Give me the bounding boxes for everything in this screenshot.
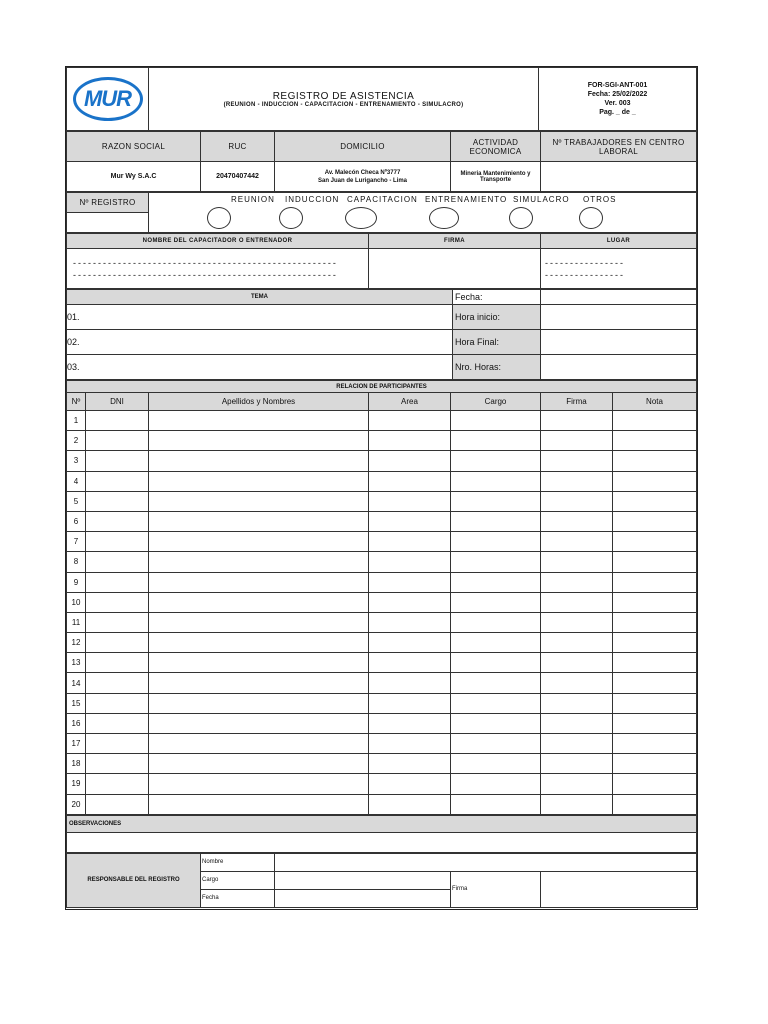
razon-header: RAZON SOCIAL	[67, 132, 201, 162]
participant-dni[interactable]	[86, 411, 149, 431]
participant-area[interactable]	[369, 653, 451, 673]
participant-nota[interactable]	[613, 693, 697, 713]
participant-area[interactable]	[369, 673, 451, 693]
participant-dni[interactable]	[86, 673, 149, 693]
participant-nombres[interactable]	[149, 552, 369, 572]
participant-row	[67, 754, 697, 774]
participant-cargo[interactable]	[451, 431, 541, 451]
col-numero: Nº	[67, 393, 86, 411]
option-entrenamiento-radio[interactable]	[429, 207, 459, 229]
hora-final-value[interactable]	[541, 330, 697, 355]
participant-firma[interactable]	[541, 552, 613, 572]
participant-firma[interactable]	[541, 713, 613, 733]
participant-number: 9	[67, 572, 86, 592]
participant-number: 20	[67, 794, 86, 814]
participant-nombres[interactable]	[149, 653, 369, 673]
participant-row	[67, 552, 697, 572]
participant-firma[interactable]	[541, 411, 613, 431]
registro-table	[66, 192, 697, 233]
option-induccion-radio[interactable]	[279, 207, 303, 229]
doc-version: Ver. 003	[604, 100, 631, 107]
form-title: REGISTRO DE ASISTENCIA	[272, 90, 415, 102]
participant-area[interactable]	[369, 794, 451, 814]
participant-dni[interactable]	[86, 532, 149, 552]
responsable-table	[66, 853, 697, 908]
participant-row	[67, 612, 697, 632]
participant-nota[interactable]	[613, 451, 697, 471]
trainer-name-header: NOMBRE DEL CAPACITADOR O ENTRENADOR	[67, 234, 369, 249]
participant-row	[67, 713, 697, 733]
participant-nota[interactable]	[613, 794, 697, 814]
option-simulacro-radio[interactable]	[509, 207, 533, 229]
participant-area[interactable]	[369, 572, 451, 592]
participant-dni[interactable]	[86, 511, 149, 531]
participant-area[interactable]	[369, 511, 451, 531]
participant-row	[67, 491, 697, 511]
participant-firma[interactable]	[541, 673, 613, 693]
col-dni: DNI	[86, 393, 149, 411]
col-nota: Nota	[613, 393, 697, 411]
participant-cargo[interactable]	[451, 673, 541, 693]
tema-header: TEMA	[67, 290, 453, 305]
doc-control-cell	[539, 68, 697, 131]
participant-nota[interactable]	[613, 511, 697, 531]
form-subtitle: (REUNION - INDUCCION - CAPACITACION - ENTRENAMIENTO - SIMULACRO)	[223, 101, 464, 108]
participant-cargo[interactable]	[451, 491, 541, 511]
participant-nota[interactable]	[613, 431, 697, 451]
participant-number: 16	[67, 713, 86, 733]
participant-dni[interactable]	[86, 612, 149, 632]
participant-firma[interactable]	[541, 794, 613, 814]
trainer-name-field[interactable]	[67, 249, 369, 289]
participant-row	[67, 592, 697, 612]
participant-number: 19	[67, 774, 86, 794]
domicilio-header: DOMICILIO	[275, 132, 451, 162]
razon-value[interactable]: Mur Wy S.A.C	[67, 162, 201, 192]
trabajadores-value[interactable]	[541, 162, 697, 192]
participant-number: 17	[67, 734, 86, 754]
participant-row	[67, 794, 697, 814]
participant-nota[interactable]	[613, 734, 697, 754]
participant-dni[interactable]	[86, 754, 149, 774]
option-induccion-label: INDUCCION	[285, 195, 340, 204]
participant-cargo[interactable]	[451, 572, 541, 592]
nro-horas-label: Nro. Horas:	[453, 355, 541, 380]
option-capacitacion-radio[interactable]	[345, 207, 377, 229]
participant-nota[interactable]	[613, 471, 697, 491]
participant-nombres[interactable]	[149, 794, 369, 814]
participant-number: 2	[67, 431, 86, 451]
participant-area[interactable]	[369, 451, 451, 471]
participant-dni[interactable]	[86, 491, 149, 511]
trainer-place-header: LUGAR	[541, 234, 697, 249]
participant-cargo[interactable]	[451, 653, 541, 673]
participant-row	[67, 673, 697, 693]
participant-firma[interactable]	[541, 633, 613, 653]
responsable-nombre-label: Nombre	[201, 853, 275, 871]
participant-row	[67, 693, 697, 713]
participant-area[interactable]	[369, 754, 451, 774]
participant-nombres[interactable]	[149, 693, 369, 713]
trainer-signature-field[interactable]	[369, 249, 541, 289]
participant-dni[interactable]	[86, 734, 149, 754]
participant-nombres[interactable]	[149, 612, 369, 632]
participant-row	[67, 511, 697, 531]
responsable-cargo-field[interactable]	[275, 871, 451, 889]
participant-nombres[interactable]	[149, 491, 369, 511]
participant-firma[interactable]	[541, 511, 613, 531]
responsable-label: RESPONSABLE DEL REGISTRO	[67, 853, 201, 907]
participant-row	[67, 572, 697, 592]
participant-nombres[interactable]	[149, 633, 369, 653]
participant-firma[interactable]	[541, 431, 613, 451]
participant-firma[interactable]	[541, 754, 613, 774]
participant-row	[67, 633, 697, 653]
trainer-place-line-2: ----------------	[545, 269, 625, 280]
participant-nombres[interactable]	[149, 754, 369, 774]
participant-row	[67, 451, 697, 471]
trainer-place-field[interactable]	[541, 249, 697, 289]
participant-cargo[interactable]	[451, 592, 541, 612]
participant-row	[67, 411, 697, 431]
participant-cargo[interactable]	[451, 754, 541, 774]
participant-nota[interactable]	[613, 612, 697, 632]
registro-value[interactable]	[67, 213, 149, 233]
participant-number: 4	[67, 471, 86, 491]
participants-header-row	[67, 393, 697, 411]
logo-cell	[67, 68, 149, 131]
doc-date: Fecha: 25/02/2022	[587, 91, 648, 98]
ruc-header: RUC	[201, 132, 275, 162]
participant-row	[67, 774, 697, 794]
participant-dni[interactable]	[86, 774, 149, 794]
nro-horas-value[interactable]	[541, 355, 697, 380]
participant-nota[interactable]	[613, 592, 697, 612]
option-capacitacion-label: CAPACITACION	[347, 195, 418, 204]
doc-code: FOR-SGI-ANT-001	[587, 82, 648, 89]
participant-nombres[interactable]	[149, 734, 369, 754]
participant-cargo[interactable]	[451, 713, 541, 733]
participant-row	[67, 471, 697, 491]
participant-nombres[interactable]	[149, 532, 369, 552]
trabajadores-header: Nº TRABAJADORES EN CENTRO LABORAL	[541, 132, 697, 162]
participant-area[interactable]	[369, 592, 451, 612]
responsable-cargo-label: Cargo	[201, 871, 275, 889]
participant-nota[interactable]	[613, 572, 697, 592]
observaciones-table	[66, 815, 697, 853]
hora-inicio-label: Hora inicio:	[453, 305, 541, 330]
participant-dni[interactable]	[86, 431, 149, 451]
responsable-fecha-label: Fecha	[201, 889, 275, 907]
registro-options	[149, 193, 697, 233]
participant-area[interactable]	[369, 774, 451, 794]
participant-dni[interactable]	[86, 633, 149, 653]
participant-firma[interactable]	[541, 471, 613, 491]
participant-dni[interactable]	[86, 794, 149, 814]
participant-area[interactable]	[369, 734, 451, 754]
col-area: Area	[369, 393, 451, 411]
fecha-value[interactable]	[541, 290, 697, 305]
actividad-header: ACTIVIDAD ECONOMICA	[451, 132, 541, 162]
participant-area[interactable]	[369, 411, 451, 431]
participant-nota[interactable]	[613, 774, 697, 794]
option-simulacro-label: SIMULACRO	[513, 195, 570, 204]
participant-area[interactable]	[369, 532, 451, 552]
company-logo: MUR	[73, 77, 143, 121]
option-otros-label: OTROS	[583, 195, 617, 204]
tema-line-1[interactable]: 01.	[67, 305, 453, 330]
participant-firma[interactable]	[541, 592, 613, 612]
col-nombres: Apellidos y Nombres	[149, 393, 369, 411]
registro-label: Nº REGISTRO	[67, 193, 149, 213]
participant-nota[interactable]	[613, 653, 697, 673]
participant-cargo[interactable]	[451, 734, 541, 754]
participant-nota[interactable]	[613, 491, 697, 511]
participant-firma[interactable]	[541, 612, 613, 632]
participant-nota[interactable]	[613, 411, 697, 431]
participant-area[interactable]	[369, 612, 451, 632]
participant-firma[interactable]	[541, 451, 613, 471]
participant-number: 13	[67, 653, 86, 673]
participant-number: 3	[67, 451, 86, 471]
participant-cargo[interactable]	[451, 612, 541, 632]
participant-number: 6	[67, 511, 86, 531]
responsable-firma-field[interactable]	[541, 871, 697, 907]
participant-area[interactable]	[369, 633, 451, 653]
ruc-value[interactable]: 20470407442	[201, 162, 275, 192]
participant-number: 11	[67, 612, 86, 632]
actividad-value[interactable]: Mineria Mantenimiento y Transporte	[451, 162, 541, 192]
participant-dni[interactable]	[86, 592, 149, 612]
participant-dni[interactable]	[86, 713, 149, 733]
trainer-name-line-1: -----------------------------------------------------	[73, 257, 338, 268]
participant-nombres[interactable]	[149, 673, 369, 693]
participant-area[interactable]	[369, 431, 451, 451]
participant-number: 18	[67, 754, 86, 774]
participant-number: 5	[67, 491, 86, 511]
participant-area[interactable]	[369, 713, 451, 733]
participant-nota[interactable]	[613, 633, 697, 653]
participant-number: 15	[67, 693, 86, 713]
participants-table	[66, 380, 697, 815]
participant-cargo[interactable]	[451, 532, 541, 552]
attendance-form	[65, 66, 698, 910]
participant-cargo[interactable]	[451, 552, 541, 572]
participant-firma[interactable]	[541, 491, 613, 511]
col-cargo: Cargo	[451, 393, 541, 411]
option-reunion-radio[interactable]	[207, 207, 231, 229]
domicilio-value[interactable]	[275, 162, 451, 192]
participant-nota[interactable]	[613, 552, 697, 572]
option-otros-radio[interactable]	[579, 207, 603, 229]
participant-firma[interactable]	[541, 693, 613, 713]
participant-area[interactable]	[369, 693, 451, 713]
participant-cargo[interactable]	[451, 451, 541, 471]
participant-nombres[interactable]	[149, 431, 369, 451]
participant-cargo[interactable]	[451, 633, 541, 653]
participants-title: RELACION DE PARTICIPANTES	[67, 381, 697, 393]
participant-firma[interactable]	[541, 653, 613, 673]
participant-nota[interactable]	[613, 754, 697, 774]
participant-rows	[67, 411, 697, 815]
participant-nombres[interactable]	[149, 774, 369, 794]
participant-firma[interactable]	[541, 572, 613, 592]
participant-firma[interactable]	[541, 774, 613, 794]
option-entrenamiento-label: ENTRENAMIENTO	[425, 195, 508, 204]
participant-nota[interactable]	[613, 673, 697, 693]
col-firma: Firma	[541, 393, 613, 411]
domicilio-line-2: San Juan de Lurigancho - Lima	[317, 177, 407, 184]
option-reunion-label: REUNION	[231, 195, 275, 204]
participant-number: 10	[67, 592, 86, 612]
participant-row	[67, 734, 697, 754]
tema-line-3[interactable]: 03.	[67, 355, 453, 380]
observaciones-field[interactable]	[67, 832, 697, 852]
participant-row	[67, 431, 697, 451]
participant-dni[interactable]	[86, 552, 149, 572]
participant-cargo[interactable]	[451, 511, 541, 531]
responsable-firma-label: Firma	[451, 871, 541, 907]
participant-nombres[interactable]	[149, 451, 369, 471]
participant-number: 12	[67, 633, 86, 653]
participant-row	[67, 532, 697, 552]
trainer-name-line-2: -----------------------------------------------------	[73, 269, 338, 280]
fecha-label: Fecha:	[453, 290, 541, 305]
participant-dni[interactable]	[86, 653, 149, 673]
participant-dni[interactable]	[86, 572, 149, 592]
participant-number: 14	[67, 673, 86, 693]
hora-inicio-value[interactable]	[541, 305, 697, 330]
participant-nombres[interactable]	[149, 592, 369, 612]
responsable-nombre-field[interactable]	[275, 853, 697, 871]
form-header	[66, 67, 697, 131]
domicilio-line-1: Av. Malecón Checa Nº3777	[324, 169, 401, 176]
company-table	[66, 131, 697, 192]
participant-dni[interactable]	[86, 451, 149, 471]
responsable-fecha-field[interactable]	[275, 889, 451, 907]
participant-nombres[interactable]	[149, 572, 369, 592]
participant-number: 7	[67, 532, 86, 552]
participant-area[interactable]	[369, 491, 451, 511]
participant-cargo[interactable]	[451, 693, 541, 713]
participant-nota[interactable]	[613, 532, 697, 552]
participant-cargo[interactable]	[451, 411, 541, 431]
participant-nota[interactable]	[613, 713, 697, 733]
participant-nombres[interactable]	[149, 411, 369, 431]
participant-number: 8	[67, 552, 86, 572]
participant-nombres[interactable]	[149, 471, 369, 491]
participant-area[interactable]	[369, 471, 451, 491]
participant-nombres[interactable]	[149, 713, 369, 733]
tema-line-2[interactable]: 02.	[67, 330, 453, 355]
participant-area[interactable]	[369, 552, 451, 572]
participant-cargo[interactable]	[451, 471, 541, 491]
tema-table	[66, 289, 697, 380]
trainer-table	[66, 233, 697, 289]
hora-final-label: Hora Final:	[453, 330, 541, 355]
participant-cargo[interactable]	[451, 794, 541, 814]
participant-nombres[interactable]	[149, 511, 369, 531]
participant-number: 1	[67, 411, 86, 431]
participant-firma[interactable]	[541, 532, 613, 552]
participant-dni[interactable]	[86, 693, 149, 713]
trainer-place-line-1: ----------------	[545, 257, 625, 268]
participant-cargo[interactable]	[451, 774, 541, 794]
participant-firma[interactable]	[541, 734, 613, 754]
title-cell	[149, 68, 539, 131]
doc-page: Pag. _ de _	[599, 109, 636, 116]
participant-dni[interactable]	[86, 471, 149, 491]
trainer-signature-header: FIRMA	[369, 234, 541, 249]
observaciones-label: OBSERVACIONES	[67, 815, 697, 832]
participant-row	[67, 653, 697, 673]
